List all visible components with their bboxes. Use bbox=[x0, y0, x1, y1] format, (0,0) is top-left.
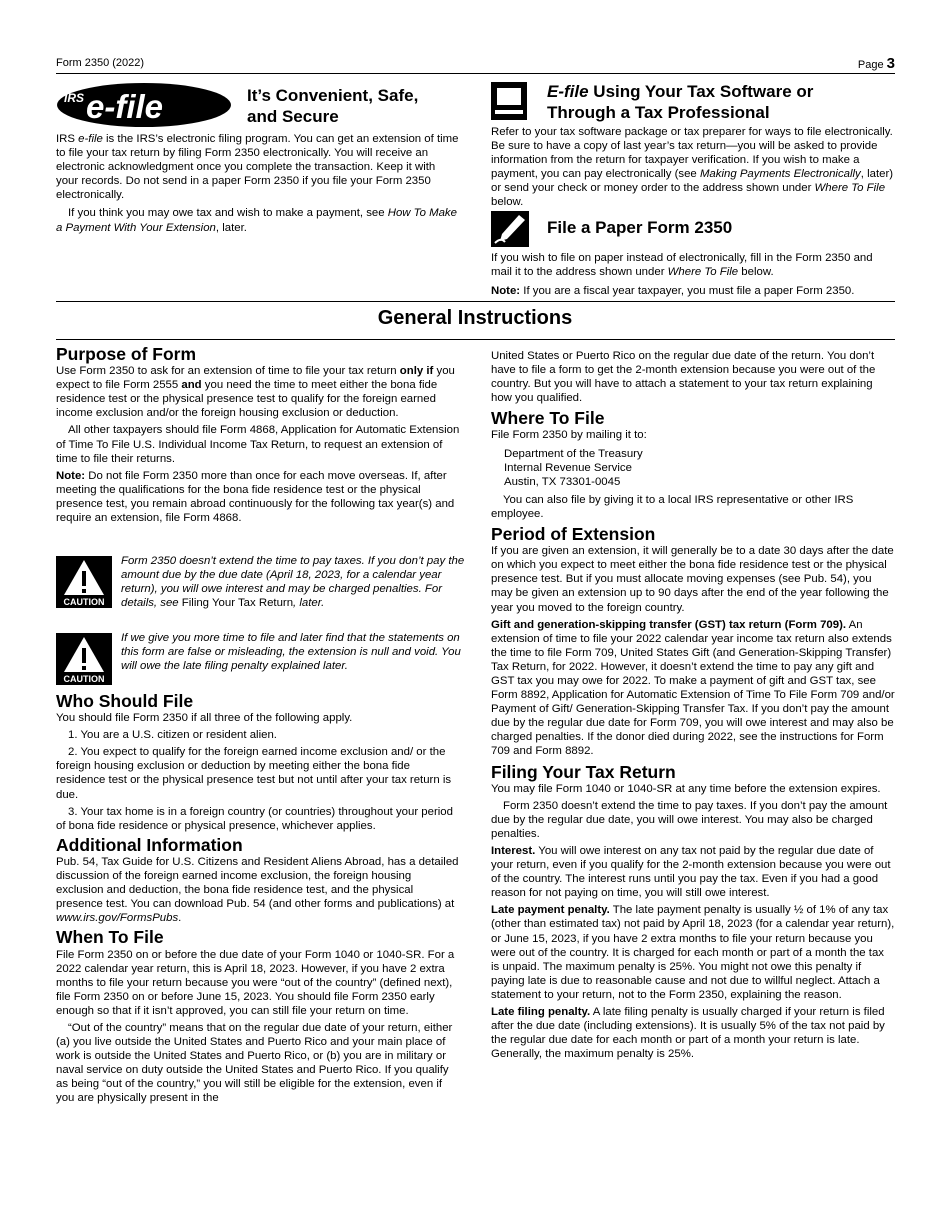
purpose-heading: Purpose of Form bbox=[56, 344, 197, 364]
paper-heading: File a Paper Form 2350 bbox=[547, 218, 733, 237]
when-heading: When To File bbox=[56, 927, 164, 948]
efile-body bbox=[56, 132, 460, 235]
software-p1: Refer to your tax software package or tax preparer for ways to file electronically. Be sure to have a copy of last year’s tax return—you will be asked to provide information from the return for taxpayer verification. If you wish to make a payment, you can pay electronically (see Making Payments Electronically, later) or send your check or money order to the address shown under Where To File below. bbox=[491, 126, 894, 209]
efile-p1: IRS e-file is the IRS’s electronic filing program. You can get an extension of time to file your tax return by filing Form 2350 electronically. You will receive an electronic acknowledgment once you complete the transaction. Keep it with your records. Do not send in a paper Form 2350 if you file your Form 2350 electronically. bbox=[56, 133, 459, 202]
period-p1: If you are given an extension, it will generally be to a date 30 days after the date on which you expect to meet either the bona fide residence test or the physical presence test. But if you must allocate moving expenses (see Pub. 54), you may be given an extension up to 90 days after the end of the year following the year you moved to the foreign country. bbox=[491, 545, 894, 614]
late-payment-paragraph: Late payment penalty. The late payment penalty is usually ½ of 1% of any tax (other than estimated tax) not paid by April 18, 2023 (for a calendar year return), or June 15, 2023, if you have 2 extra months to file your return because you were out of the country. It is charged for each month or part of a month the tax is unpaid. The maximum penalty is 25%. You might not owe this penalty if paying late is due to reasonable cause and not due to willful neglect. Attach a statement to your return, not to the Form 2350, explaining the reason. bbox=[491, 904, 895, 1001]
who-item3: 3. Your tax home is in a foreign country (or countries) throughout your period of bona fide residence or physical presence, whichever applies. bbox=[56, 805, 453, 832]
mailing-address bbox=[491, 447, 895, 489]
where-intro: File Form 2350 by mailing it to: bbox=[491, 429, 647, 442]
paper-p1: If you wish to file on paper instead of electronically, fill in the Form 2350 and mail it to the address shown under Where To File below. bbox=[491, 252, 873, 279]
purpose-p1: Use Form 2350 to ask for an extension of time to file your tax return only if you expect to file Form 2555 and you need the time to meet either the bona fide residence test or the physical presence test to qualify for the foreign earned income exclusion and/or the foreign housing exclusion or deduction. bbox=[56, 365, 455, 420]
page-number-value: 3 bbox=[886, 55, 895, 72]
logo-irs-text: IRS bbox=[64, 91, 85, 105]
where-p2: You can also file by giving it to a local IRS representative or other IRS employee. bbox=[491, 493, 854, 520]
when-p2: “Out of the country” means that on the regular due date of your return, either (a) you live outside the United States and Puerto Rico and your main place of work is outside the United States and Puerto Rico, or (b) you are in military or naval service on duty outside the United States and Puerto Rico. If you qualify as being “out of the country,” you will still be eligible for the extension, even if you are physically present in the bbox=[56, 1021, 453, 1105]
additional-p1: Pub. 54, Tax Guide for U.S. Citizens and Resident Aliens Abroad, has a detailed discussion of the foreign earned income exclusion, the foreign housing exclusion and deduction, the bona fide residence test, and the physical presence test. You can download Pub. 54 (and other forms and publications) at www.irs.gov/FormsPubs. bbox=[56, 855, 459, 925]
when-p1: File Form 2350 on or before the due date of your Form 1040 or 1040-SR. For a 2022 calendar year return, this is April 18, 2023. However, if you have 2 extra months to file your return because you were “out of the country” (defined next), file Form 2350 on or before June 15, 2023. You should file Form 2350 early enough so that if it isn’t approved, you can still file your return on time. bbox=[56, 948, 455, 1017]
logo-efile-text: e-file bbox=[86, 88, 164, 125]
computer-icon bbox=[491, 82, 527, 120]
section-rule-top bbox=[56, 301, 895, 302]
who-item2: 2. You expect to qualify for the foreign earned income exclusion and/ or the foreign housing exclusion or deduction by meeting either the bona fide residence test or the physical presence test but not until after your tax return is due. bbox=[56, 746, 452, 801]
caution-icon bbox=[56, 633, 112, 685]
efile-heading-line2: and Secure bbox=[247, 107, 339, 126]
page-label: Page bbox=[857, 59, 884, 71]
filing-p2: Form 2350 doesn’t extend the time to pay taxes. If you don’t pay the amount due by the regular due date, you will owe interest. You may also be charged penalties. bbox=[491, 799, 888, 840]
where-heading: Where To File bbox=[491, 408, 605, 429]
software-body bbox=[491, 125, 895, 210]
who-intro: You should file Form 2350 if all three of the following apply. bbox=[56, 712, 353, 725]
purpose-note: Note: Do not file Form 2350 more than once for each move overseas. If, after meeting the qualifications for the bona fide residence test or the physical presence test, you remain abroad continuously for the following tax year(s) and require an extension, file Form 4868. bbox=[56, 469, 455, 525]
filing-heading: Filing Your Tax Return bbox=[491, 761, 676, 782]
interest-paragraph: Interest. You will owe interest on any tax not paid by the regular due date of your return, even if you qualify for the 2-month extension because you were out of the country. The interest runs until you pay the tax. Even if you had a good reason for not paying on time, you will still owe interest. bbox=[491, 845, 891, 900]
efile-p2: If you think you may owe tax and wish to make a payment, see How To Make a Payment With Your Extension, later. bbox=[56, 207, 457, 234]
left-column-top bbox=[56, 344, 460, 525]
address-line3: Austin, TX 73301-0045 bbox=[504, 475, 621, 488]
page-number bbox=[858, 55, 895, 72]
caution1-text: Form 2350 doesn’t extend the time to pay taxes. If you don’t pay the amount due by the due date (April 18, 2023, for a calendar year return), you will owe interest and may be charged penalties. For details, see Filing Your Tax Return, later. bbox=[121, 555, 465, 610]
section-rule-bottom bbox=[56, 339, 895, 340]
svg-text:CAUTION: CAUTION bbox=[63, 597, 105, 607]
efile-heading-line1: It’s Convenient, Safe, bbox=[247, 86, 419, 105]
caution2-text: If we give you more time to file and later find that the statements on this form are false or misleading, the extension is null and void. You will owe the late filing penalty explained later. bbox=[121, 632, 461, 673]
irs-efile-logo bbox=[56, 82, 232, 128]
gst-paragraph: Gift and generation-skipping transfer (GST) tax return (Form 709). An extension of time to file your 2022 calendar year income tax return also extends the time to file Form 709, United States Gift (and Generation-Skipping Transfer) Tax Return, for 2022. However, it doesn’t extend the time to pay any gift and GST tax you may owe for 2022. To make a payment of gift and GST tax, see Form 8892, Application for Automatic Extension of Time To File Form 709 and/or Payment of Gift/ Generation-Skipping Transfer Tax. If you don’t pay the amount due by the regular due date for Form 709, you will owe interest and may also be charged penalties. If the donor died during 2022, see the instructions for Form 709 and Form 8892. bbox=[491, 618, 895, 758]
who-heading: Who Should File bbox=[56, 691, 194, 711]
additional-heading: Additional Information bbox=[56, 834, 243, 855]
general-instructions-title: General Instructions bbox=[377, 307, 573, 329]
right-column bbox=[491, 349, 895, 1061]
when-p2-continued: United States or Puerto Rico on the regular due date of the return. You don’t have to file a form to get the 2-month extension because you were out of the country. But you will have to attach a statement to your tax return explaining how you qualified. bbox=[491, 350, 876, 405]
efile-heading bbox=[247, 85, 418, 127]
caution-icon bbox=[56, 556, 112, 608]
paper-body bbox=[491, 251, 895, 298]
address-line1: Department of the Treasury bbox=[504, 447, 643, 460]
filing-p1: You may file Form 1040 or 1040-SR at any time before the extension expires. bbox=[491, 782, 881, 795]
form-id: Form 2350 (2022) bbox=[56, 57, 145, 69]
software-heading: E-file Using Your Tax Software or Through a Tax Professional bbox=[547, 82, 814, 122]
header-rule bbox=[56, 73, 895, 74]
left-column-bottom bbox=[56, 691, 460, 1106]
late-filing-paragraph: Late filing penalty. A late filing penalty is usually charged if your return is filed after the due date (including extensions). It is usually 5% of the tax not paid by the regular due date for each month or part of a month your return is late. Generally, the maximum penalty is 25%. bbox=[491, 1006, 885, 1061]
svg-text:CAUTION: CAUTION bbox=[63, 674, 105, 684]
who-item1: 1. You are a U.S. citizen or resident alien. bbox=[68, 729, 277, 742]
period-heading: Period of Extension bbox=[491, 524, 656, 545]
pen-icon bbox=[491, 211, 529, 247]
purpose-p2: All other taxpayers should file Form 4868, Application for Automatic Extension of Time To File U.S. Individual Income Tax Return, to request an extension of time to file their returns. bbox=[56, 424, 460, 465]
address-line2: Internal Revenue Service bbox=[504, 461, 632, 474]
paper-note: Note: If you are a fiscal year taxpayer, you must file a paper Form 2350. bbox=[491, 285, 855, 298]
